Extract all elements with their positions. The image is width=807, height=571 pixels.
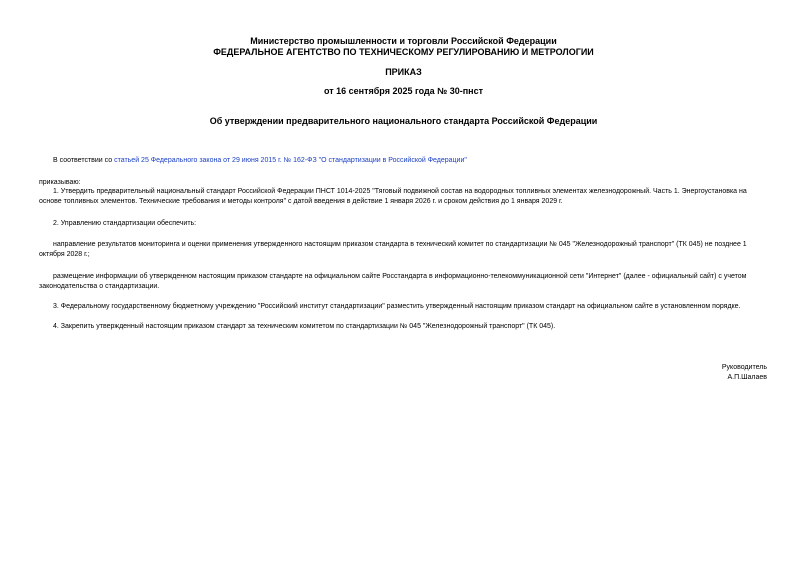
signature-block (722, 363, 767, 383)
document-title: Об утверждении предварительного национального стандарта Российской Федерации (209, 116, 598, 126)
order-item-2: 2. Управлению стандартизации обеспечить: (53, 220, 197, 227)
order-item-2-subitem-publication: размещение информации об утвержденном настоящим приказом стандарте на официальном сайте Росстандарта в информационно-телекоммуникационной сети "Интернет" (далее - официальный сайт) с учетом законодательства о стандартизации. (39, 273, 747, 290)
ministry-name: Министерство промышленности и торговли Российской Федерации (250, 36, 557, 46)
order-item-1: 1. Утвердить предварительный национальный стандарт Российской Федерации ПНСТ 1014-2025 "Тяговый подвижной состав на водородных топливных элементах железнодорожный. Часть 1. Энергоустановка на основе топливных элементов. Технические требования и методы контроля" с датой введения в действие 1 января 2026 г. и сроком действия до 1 января 2029 г. (39, 188, 747, 205)
order-item-4: 4. Закрепить утвержденный настоящим приказом стандарт за техническим комитетом по стандартизации № 045 "Железнодорожный транспорт" (ТК 045). (53, 323, 556, 330)
order-word: приказываю: (39, 179, 81, 186)
signatory-name: А.П.Шалаев (727, 374, 767, 381)
document-header (0, 36, 807, 58)
law-reference-link[interactable]: статьей 25 Федерального закона от 29 июня 2015 г. № 162-ФЗ "О стандартизации в Российской Федерации" (114, 157, 467, 164)
signatory-position: Руководитель (721, 364, 767, 371)
document-type: ПРИКАЗ (385, 67, 422, 77)
preamble (39, 156, 769, 166)
order-item-3: 3. Федеральному государственному бюджетному учреждению "Российский институт стандартизации" разместить утвержденный настоящим приказом стандарт на официальном сайте в установленном порядке. (53, 303, 741, 310)
document-date-number: от 16 сентября 2025 года № 30-пнст (323, 86, 484, 96)
order-item-2-subitem-monitoring: направление результатов мониторинга и оценки применения утвержденного настоящим приказом стандарта в технический комитет по стандартизации № 045 "Железнодорожный транспорт" (ТК 045) не позднее 1 октября 2028 г.; (39, 241, 747, 258)
preamble-prefix: В соответствии со (53, 157, 115, 164)
agency-name: ФЕДЕРАЛЬНОЕ АГЕНТСТВО ПО ТЕХНИЧЕСКОМУ РЕГУЛИРОВАНИЮ И МЕТРОЛОГИИ (213, 47, 594, 57)
